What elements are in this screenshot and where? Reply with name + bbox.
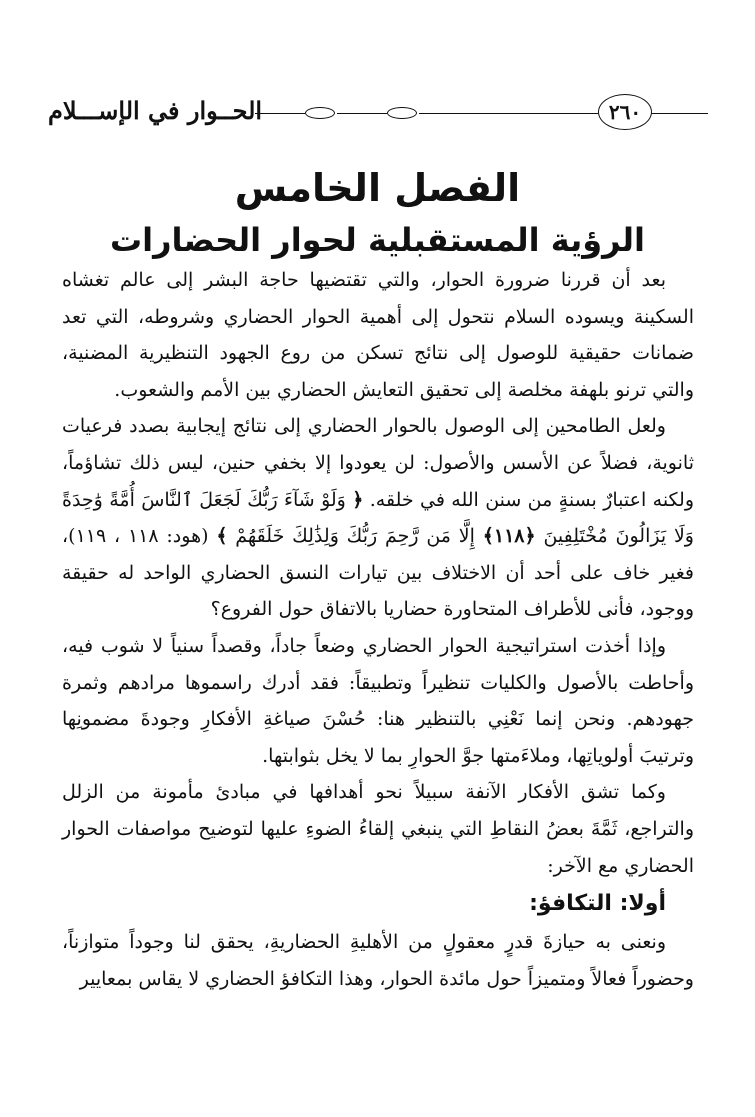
verse-reference: (هود: ١١٨ ، ١١٩) bbox=[68, 525, 209, 548]
header-rule bbox=[652, 113, 708, 114]
paragraph-text: ولعل الطامحين إلى الوصول بالحوار الحضاري إلى نتائج إيجابية بصدد فرعيات ثانوية، فضلاً عن الأسس والأصول: لن يعودوا إلا بخفي حنين، ليس ذلك تشاؤماً، ولكنه اعتبارٌ بسنةٍ من سنن الله في خلقه. bbox=[62, 415, 695, 511]
page-number: ٢٦٠ bbox=[608, 100, 642, 124]
paragraph-text: ، فغير خاف على أحد أن الاختلاف بين تيارات النسق الحضاري الواحد له حقيقة ووجود، فأنى للأطراف المتحاورة حضاريا بالاتفاق حول الفروع؟ bbox=[62, 525, 694, 621]
quran-close-bracket: ﴾ bbox=[216, 525, 228, 548]
header-oval-ornament bbox=[387, 107, 417, 119]
section-title: الرؤية المستقبلية لحوار الحضارات bbox=[110, 221, 645, 259]
paragraph: وكما تشق الأفكار الآنفة سبيلاً نحو أهدافها في مبادئ مأمونة من الزلل والتراجع، ثَمَّةَ بعضُ النقاطِ التي ينبغي إلقاءُ الضوءِ عليها لتوضيح مواصفات الحوار الحضاري مع الآخر: bbox=[62, 781, 694, 877]
quran-open-bracket: ﴿ bbox=[352, 488, 364, 511]
header-rule bbox=[419, 113, 598, 114]
subheading: أولا: التكافؤ: bbox=[529, 891, 666, 917]
verse-number-ornament: ﴿١١٨﴾ bbox=[482, 525, 536, 548]
quran-verse: إِلَّا مَن رَّحِمَ رَبُّكَ وَلِذَٰلِكَ خَلَقَهُمْ bbox=[235, 525, 475, 548]
header-oval-ornament bbox=[305, 107, 335, 119]
page-header bbox=[0, 92, 755, 136]
quran-verse: وَلَوْ شَآءَ رَبُّكَ لَجَعَلَ ٱلنَّاسَ أُمَّةً وَٰحِدَةً وَلَا يَزَالُونَ مُخْتَلِفِينَ bbox=[62, 488, 694, 548]
chapter-title: الفصل الخامس bbox=[234, 166, 521, 210]
header-rule bbox=[337, 113, 387, 114]
paragraph: وإذا أخذت استراتيجية الحوار الحضاري وضعاً جاداً، وقصداً سنياً لا شوب فيه، وأحاطت بالأصول والكليات تنظيراً وتطبيقاً: فقد أدرك راسموها مرادهم وثمرة جهودهم. ونحن إنما نَعْنِي بالتنظير هنا: حُسْنَ صياغةِ الأفكارِ وجودةَ مضمونِها وترتيبَ أولوياتِها، وملاءَمتها جوَّ الحوارِ بما لا يخل بثوابتها. bbox=[62, 634, 694, 767]
paragraph: ونعنى به حيازةَ قدرٍ معقولٍ من الأهليةِ الحضاريةِ، يحقق لنا وجوداً متوازناً، وحضوراً فعالاً ومتميزاً حول مائدة الحوار، وهذا التكافؤ الحضاري لا يقاس بمعايير bbox=[62, 931, 694, 990]
running-title: الحــوار في الإســـلام bbox=[48, 96, 263, 125]
body-text bbox=[62, 262, 694, 997]
paragraph bbox=[62, 408, 694, 628]
paragraph: بعد أن قررنا ضرورة الحوار، والتي تقتضيها حاجة البشر إلى عالم تغشاه السكينة ويسوده السلام نتحول إلى أهمية الحوار الحضاري وشروطه، التي تعد ضمانات حقيقية للوصول إلى نتائج تسكن من روع الجهود التنظيرية المضنية، والتي ترنو بلهفة مخلصة إلى تحقيق التعايش الحضاري بين الأمم والشعوب. bbox=[62, 269, 694, 401]
page-number-frame bbox=[598, 94, 652, 130]
header-rule bbox=[255, 113, 305, 114]
